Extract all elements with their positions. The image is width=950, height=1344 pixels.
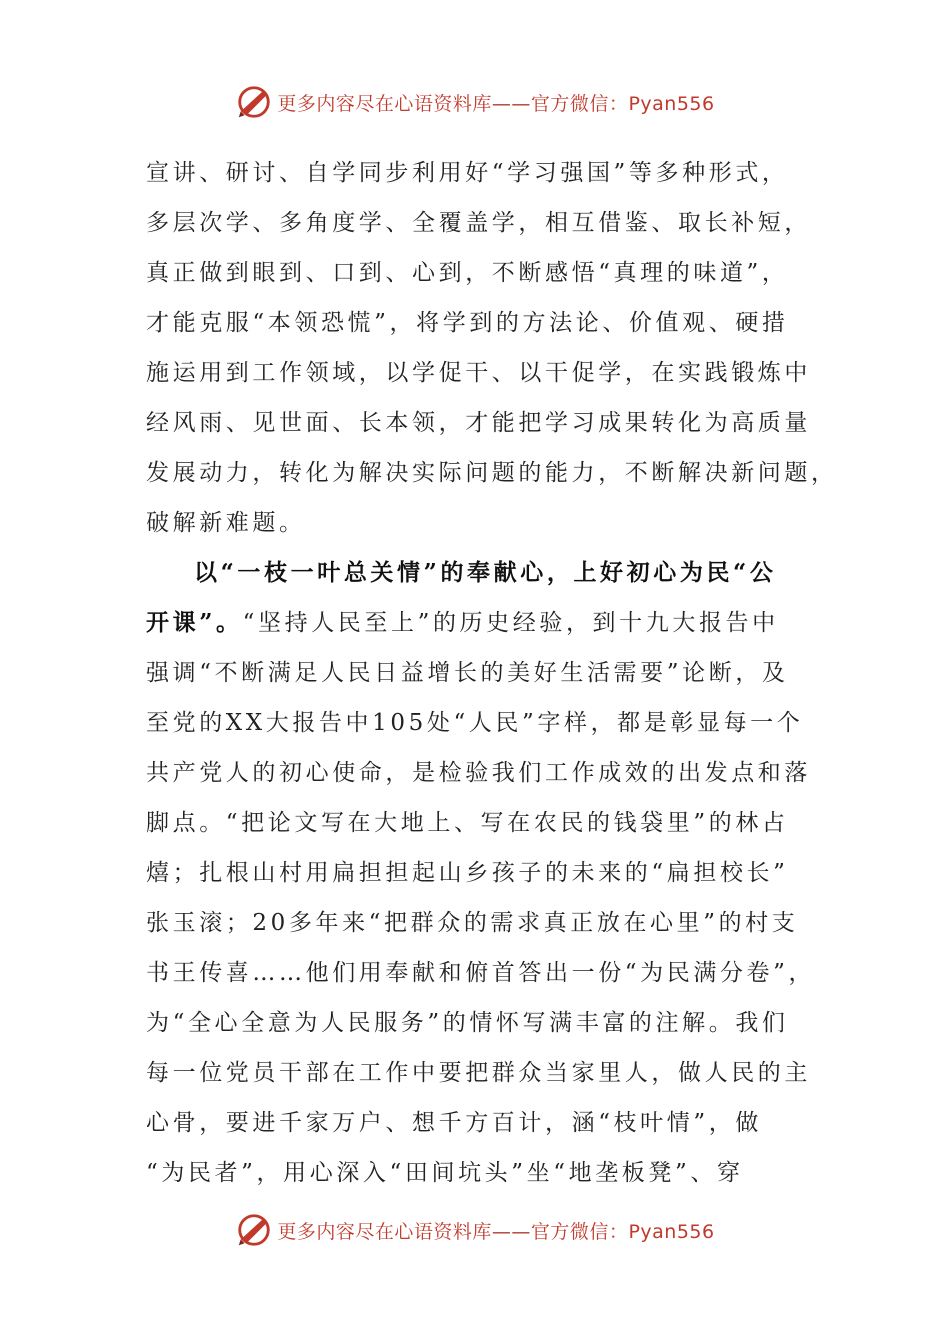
text-line: 熺；扎根山村用扁担担起山乡孩子的未来的“扁担校长” [146,860,789,886]
document-body [146,148,838,1198]
text-line: 脚点。“把论文写在大地上、写在农民的钱袋里”的林占 [146,810,789,836]
text-line: 经风雨、见世面、长本领，才能把学习成果转化为高质量 [146,410,811,436]
text-line: 共产党人的初心使命，是检验我们工作成效的出发点和落 [146,760,811,786]
footer-banner-text: 更多内容尽在心语资料库——官方微信：Pyan556 [277,1220,715,1243]
section-heading-continued [146,598,806,648]
text-line: 心骨，要进千家万户、想千方百计，涵“枝叶情”，做 [146,1110,762,1136]
text-line: 发展动力，转化为解决实际问题的能力，不断解决新问题， [146,460,838,486]
footer-banner [0,1210,950,1250]
header-banner [0,82,950,122]
text-line: 每一位党员干部在工作中要把群众当家里人，做人民的主 [146,1060,811,1086]
text-line: 多层次学、多角度学、全覆盖学，相互借鉴、取长补短， [146,210,811,236]
text-line-rest: “坚持人民至上”的历史经验，到十九大报告中 [242,610,779,636]
text-line: 破解新难题。 [146,510,306,536]
text-line: 宣讲、研讨、自学同步利用好“学习强国”等多种形式， [146,160,789,186]
header-banner-text: 更多内容尽在心语资料库——官方微信：Pyan556 [277,92,715,115]
text-line: 书王传喜……他们用奉献和俯首答出一份“为民满分卷”， [146,960,816,986]
text-line: 真正做到眼到、口到、心到，不断感悟“真理的味道”， [146,260,789,286]
text-line: 张玉滚；20多年来“把群众的需求真正放在心里”的村支 [146,910,799,936]
text-line: 强调“不断满足人民日益增长的美好生活需要”论断，及 [146,660,789,686]
section-heading-end: 开课”。 [146,609,243,636]
text-line: 至党的XX大报告中105处“人民”字样，都是彰显每一个 [146,710,804,736]
section-heading: 以“一枝一叶总关情”的奉献心，上好初心为民“公 [194,559,777,586]
text-line: 施运用到工作领域，以学促干、以干促学，在实践锻炼中 [146,360,811,386]
text-line: 为“全心全意为人民服务”的情怀写满丰富的注解。我们 [146,1010,789,1036]
text-line: 才能克服“本领恐慌”，将学到的方法论、价值观、硬措 [146,310,789,336]
text-line: “为民者”，用心深入“田间坑头”坐“地垄板凳”、穿 [146,1160,744,1186]
pen-logo-icon [235,1211,273,1249]
pen-logo-icon [235,83,273,121]
